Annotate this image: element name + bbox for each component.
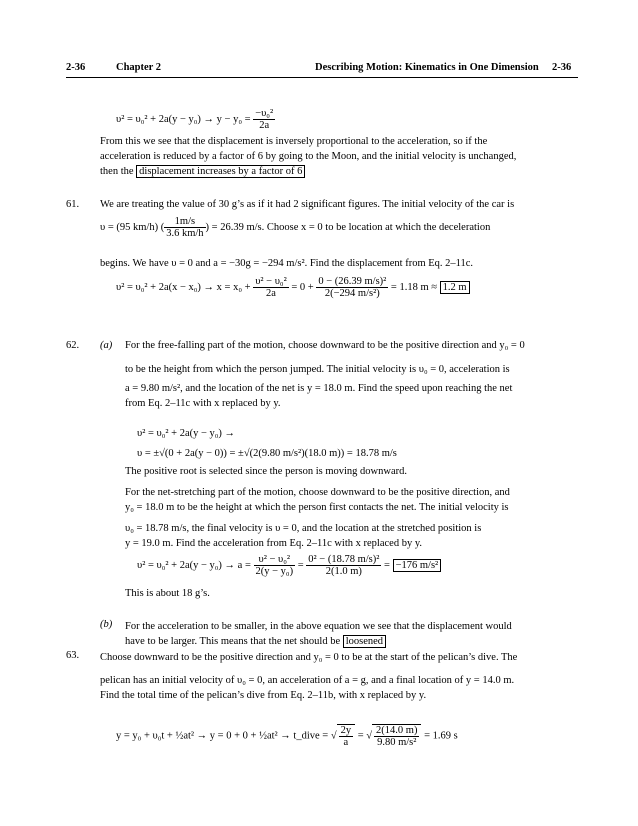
p61-displacement-equation: υ² = υ₀² + 2a(x − x₀) → x = x₀ + $\frac{\text{υ² − υ₀²}}{2a}$ = 0 + $\frac{\text{0 − (26.39 m/s)²}}{\text{2(−294 m/s²)}}$ = 1.18 m ≈ 1.2 m [116,276,470,299]
p62-b-answer-box: loosened [343,635,386,648]
p60-equation [116,108,275,131]
p60-eq-fraction [253,108,275,131]
p60-eq-den: 2a [259,120,270,131]
p61-line1: We are treating the value of 30 g’s as if it had 2 significant figures. The initial velocity of the car is [100,199,515,210]
p61-number: 61. [66,199,80,210]
p62-eq-a3: υ² = υ₀² + 2a(y − y₀) → a = $\frac{\text{υ² − υ₀²}}{\text{2(y − y₀)}}$ = $\frac{\text{0² − (18.78 m/s)²}}{2(1.0 m)}$ = −176 m/s² [137,554,441,577]
p60-text [100,134,516,179]
p61-answer-box: 1.2 m [440,281,470,294]
page-number-left: 2-36 [66,62,86,73]
p62-part-a-label: (a) [100,340,113,351]
page-number-right: 2-36 [552,62,572,73]
p63-text: Choose downward to be the positive direction and y₀ = 0 to be at the start of the pelican’s dive. The pelican has an initial velocity of υ₀ = 0, an acceleration of a = g, and a final location of y = 14.0 m. Find the total time of the pelican’s dive from Eq. 2–11b, with x replaced by y. [100,652,518,701]
p60-line1: From this we see that the displacement is inversely proportional to the acceleration, so if the [100,136,488,147]
p61-conversion: $\frac{1m/s}{3.6 km/h}$ [166,216,204,239]
p61-line2: begins. We have υ = 0 and a = −30g = −294 m/s². Find the displacement from Eq. 2–11c. [100,258,474,269]
running-title: Describing Motion: Kinematics in One Dimension [315,62,539,73]
p62-a-text1: to be the height from which the person jumped. The initial velocity is υ₀ = 0, acceleration is a = 9.80 m/s², and the location of the net is y = 18.0 m. Find the speed upon reaching the net from Eq. 2–11c with x replaced by y. [125,364,513,409]
p60-line2: acceleration is reduced by a factor of 6 by going to the Moon, and the initial velocity is unchanged, [100,151,517,162]
p62-a-text2: The positive root is selected since the person is moving downward. For the net-stretching part of the motion, choose downward to be the positive direction, and y₀ = 18.0 m to be the height at which the person first contacts the net. The initial velocity is υ₀ = 18.78 m/s, the final velocity is υ = 0, and the location at the stretched position is y = 19.0 m. Find the acceleration from Eq. 2–11c with x replaced by y. [125,466,510,549]
chapter-label: Chapter 2 [116,62,162,73]
p61-v0-equation: υ = (95 km/h) ( $\frac{1m/s}{3.6 km/h}$ ) = 26.39 m/s. Choose x = 0 to be location at which the deceleration [100,216,491,239]
p62-eq-a2: υ = ±√(0 + 2a(y − 0)) = ±√(2(9.80 m/s²)(18.0 m)) = 18.78 m/s [137,448,397,459]
p61-v0-right: = 26.39 m/s. Choose x = 0 to be location at which the deceleration [211,221,491,233]
p62-answer-box: −176 m/s² [393,559,442,572]
p60-eq-left: υ² = υ₀² + 2a(y − y₀) → y − y₀ = [116,113,251,125]
p62-a-line1: For the free-falling part of the motion, choose downward to be the positive direction and y₀ = 0 [125,340,525,351]
p60-eq-num: −υ₀² [255,108,274,119]
p61-v0-left: υ = (95 km/h) [100,221,159,233]
header-rule [66,77,578,78]
p62-part-b-label: (b) [100,619,113,630]
p63-number: 63. [66,650,80,661]
p63-equation: y = y₀ + υ₀t + ½at² → y = 0 + 0 + ½at² → t_dive = √ $\frac{2y}{a}$ = √ $\frac{2(14.0 m)}{\text{9.80 m/s²}}$ = 1.69 s [116,725,458,748]
p60-line3: then the displacement increases by a factor of 6 [100,164,516,179]
p62-a-line10: This is about 18 g’s. [125,588,210,599]
p60-answer-box: displacement increases by a factor of 6 [136,165,305,178]
p62-b-text: For the acceleration to be smaller, in the above equation we see that the displacement would have to be larger. This means that the net should be loosened [125,621,512,647]
p62-eq-a1: υ² = υ₀² + 2a(y − y₀) → [137,428,236,439]
p62-number: 62. [66,340,80,351]
